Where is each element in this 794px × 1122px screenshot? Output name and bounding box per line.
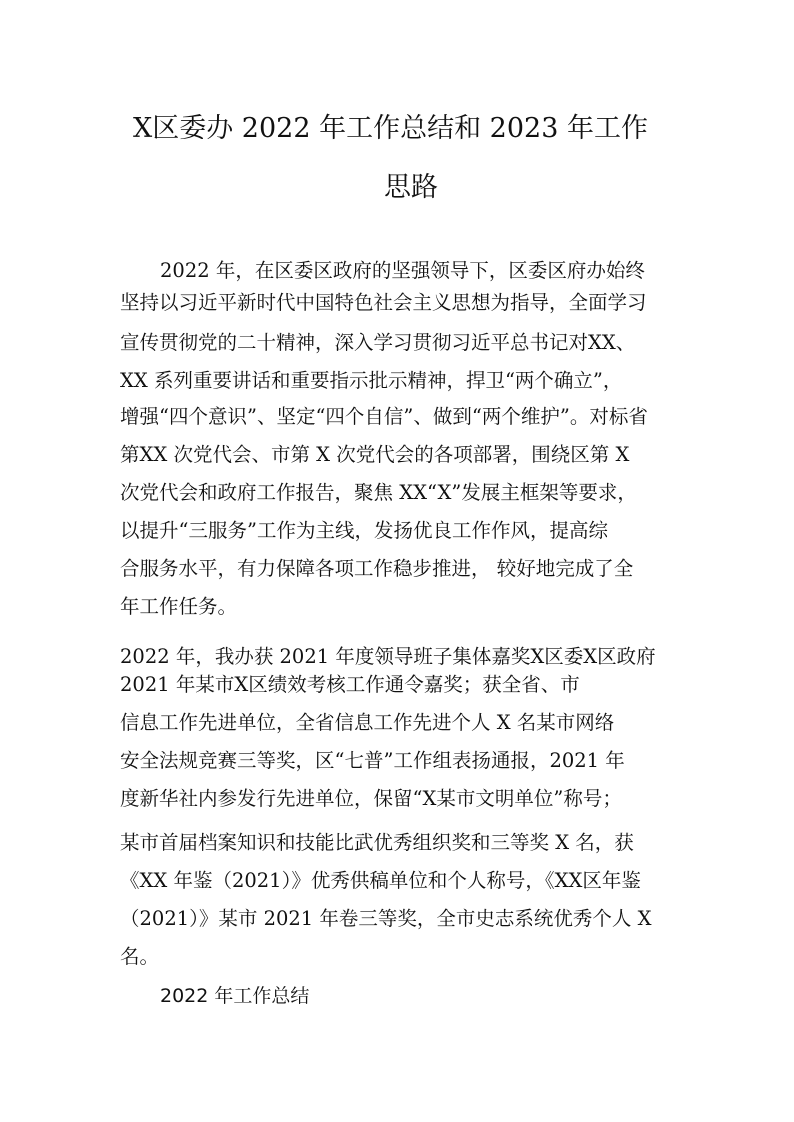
paragraph-1-line: 2022 年，在区委区政府的坚强领导下，区委区府办始终 xyxy=(160,259,645,282)
section-heading: 2022 年工作总结 xyxy=(160,985,310,1007)
paragraph-2-line: 安全法规竞赛三等奖，区“七普”工作组表扬通报，2021 年 xyxy=(120,749,625,772)
paragraph-1-line: 宣传贯彻党的二十精神，深入学习贯彻习近平总书记对XX、 xyxy=(120,331,636,354)
paragraph-2-line: 某市首届档案知识和技能比武优秀组织奖和三等奖 X 名，获 xyxy=(120,831,634,854)
document-title-line-1: X区委办 2022 年工作总结和 2023 年工作 xyxy=(133,113,648,144)
paragraph-2-line: 度新华社内参发行先进单位，保留“X某市文明单位”称号； xyxy=(120,787,622,810)
paragraph-2-line: 《XX 年鉴（2021）》优秀供稿单位和个人称号，《XX区年鉴 xyxy=(120,869,641,892)
paragraph-2-line: 2022 年，我办获 2021 年度领导班子集体嘉奖X区委X区政府 xyxy=(120,645,656,668)
paragraph-1-line: 合服务水平，有力保障各项工作稳步推进， 较好地完成了全 xyxy=(120,557,634,580)
paragraph-2-line: 2021 年某市X区绩效考核工作通令嘉奖；获全省、市 xyxy=(120,673,580,696)
paragraph-2-line: 信息工作先进单位，全省信息工作先进个人 X 名某市网络 xyxy=(120,711,615,734)
paragraph-1-line: 第XX 次党代会、市第 X 次党代会的各项部署，围绕区第 X xyxy=(120,443,630,466)
document-title-line-2: 思路 xyxy=(384,172,438,203)
paragraph-1-line: 年工作任务。 xyxy=(120,595,238,618)
paragraph-2-line: （2021）》某市 2021 年卷三等奖，全市史志系统优秀个人 X xyxy=(120,907,652,930)
paragraph-1-line: 坚持以习近平新时代中国特色社会主义思想为指导，全面学习 xyxy=(120,291,647,314)
paragraph-1-line: 增强“四个意识”、坚定“四个自信”、做到“两个维护”。对标省 xyxy=(120,405,648,428)
paragraph-1-line: 以提升“三服务”工作为主线，发扬优良工作作风，提高综 xyxy=(120,519,608,542)
paragraph-1-line: 次党代会和政府工作报告，聚焦 XX“X”发展主框架等要求， xyxy=(120,481,637,504)
paragraph-2-line: 名。 xyxy=(120,945,160,968)
paragraph-1-line: XX 系列重要讲话和重要指示批示精神，捍卫“两个确立”， xyxy=(120,369,623,392)
